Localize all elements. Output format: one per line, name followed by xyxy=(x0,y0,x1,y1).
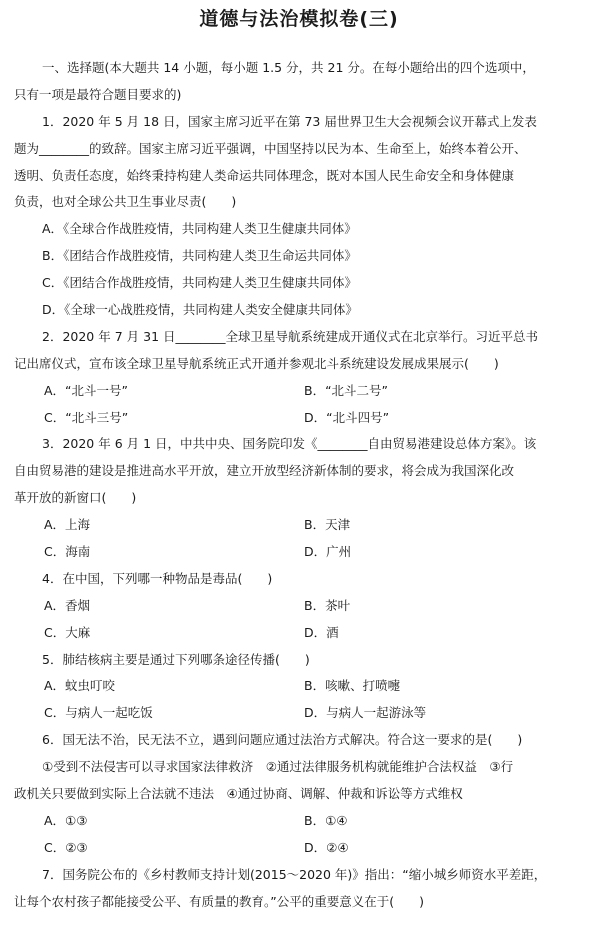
q2-option-d: D．“北斗四号” xyxy=(304,409,390,425)
q1-option-a: A．《全球合作战胜疫情，共同构建人类卫生健康共同体》 xyxy=(42,221,357,237)
q3-option-b: B．天津 xyxy=(304,517,351,533)
q2-option-c: C．“北斗三号” xyxy=(44,409,129,425)
q7-stem-line-1: 7．国务院公布的《乡村教师支持计划(2015～2020 年)》指出：“缩小城乡师资水平差距， xyxy=(42,866,547,882)
q3-options-row-2 xyxy=(14,539,584,566)
q2-options-row-2 xyxy=(14,405,584,432)
q1-stem-line-2: 题为________的致辞。国家主席习近平强调，中国坚持以民为本、生命至上，始终本着公开、 xyxy=(14,140,527,156)
q3-option-c: C．海南 xyxy=(44,544,91,560)
q4-options-row-1 xyxy=(14,593,584,620)
q6-stem-line-1: 6．国无法不治，民无法不立，遇到问题应通过法治方式解决。符合这一要求的是( ) xyxy=(42,732,523,748)
q6-option-d: D．②④ xyxy=(304,839,349,855)
q6-stem-line-2: ①受到不法侵害可以寻求国家法律救济 ②通过法律服务机构就能维护合法权益 ③行 xyxy=(42,759,514,775)
page-title: 道德与法治模拟卷(三) xyxy=(199,8,399,30)
q1-stem-line-4: 负责，也对全球公共卫生事业尽责( ) xyxy=(14,194,237,210)
q3-option-d: D．广州 xyxy=(304,544,352,560)
q5-options-row-1 xyxy=(14,673,584,700)
q4-stem-line-1: 4．在中国，下列哪一种物品是毒品( ) xyxy=(42,570,273,586)
q5-option-a: A．蚊虫叮咬 xyxy=(44,678,116,694)
q6-stem-line-3: 政机关只要做到实际上合法就不违法 ④通过协商、调解、仲裁和诉讼等方式维权 xyxy=(14,786,463,802)
q6-option-b: B．①④ xyxy=(304,812,348,828)
q1-option-b: B．《团结合作战胜疫情，共同构建人类卫生命运共同体》 xyxy=(42,248,357,264)
q6-option-a: A．①③ xyxy=(44,812,88,828)
q4-option-d: D．酒 xyxy=(304,624,339,640)
q3-stem-line-2: 自由贸易港的建设是推进高水平开放，建立开放型经济新体制的要求，将会成为我国深化改 xyxy=(14,463,515,479)
q5-option-b: B．咳嗽、打喷嚏 xyxy=(304,678,401,694)
q7-stem-line-2: 让每个农村孩子都能接受公平、有质量的教育。”公平的重要意义在于( ) xyxy=(14,893,424,909)
q4-option-c: C．大麻 xyxy=(44,624,91,640)
q4-options-row-2 xyxy=(14,620,584,647)
section-heading-line-1: 一、选择题(本大题共 14 小题，每小题 1.5 分，共 21 分。在每小题给出的四个选项中， xyxy=(42,60,535,75)
q5-option-c: C．与病人一起吃饭 xyxy=(44,705,153,721)
q2-options-row-1 xyxy=(14,378,584,405)
q5-stem-line-1: 5．肺结核病主要是通过下列哪条途径传播( ) xyxy=(42,651,310,667)
q2-option-a: A．“北斗一号” xyxy=(44,382,129,398)
q5-option-d: D．与病人一起游泳等 xyxy=(304,705,427,721)
q6-option-c: C．②③ xyxy=(44,839,88,855)
q4-option-b: B．茶叶 xyxy=(304,597,351,613)
q6-options-row-2 xyxy=(14,835,584,862)
q1-option-c: C．《团结合作战胜疫情，共同构建人类卫生健康共同体》 xyxy=(42,275,357,291)
q2-option-b: B．“北斗二号” xyxy=(304,382,389,398)
exam-body xyxy=(14,55,584,916)
q3-stem-line-3: 革开放的新窗口( ) xyxy=(14,490,137,506)
q3-stem-line-1: 3．2020 年 6 月 1 日，中共中央、国务院印发《________自由贸易港建设总体方案》。该 xyxy=(42,436,537,452)
section-heading-line-2: 只有一项是最符合题目要求的) xyxy=(14,86,182,102)
q2-stem-line-1: 2．2020 年 7 月 31 日________全球卫星导航系统建成开通仪式在北京举行。习近平总书 xyxy=(42,328,538,344)
q6-options-row-1 xyxy=(14,808,584,835)
q3-option-a: A．上海 xyxy=(44,517,91,533)
q5-options-row-2 xyxy=(14,700,584,727)
q1-stem-line-1: 1．2020 年 5 月 18 日，国家主席习近平在第 73 届世界卫生大会视频会议开幕式上发表 xyxy=(42,113,537,129)
q1-stem-line-3: 透明、负责任态度，始终秉持构建人类命运共同体理念，既对本国人民生命安全和身体健康 xyxy=(14,167,515,183)
q3-options-row-1 xyxy=(14,512,584,539)
q2-stem-line-2: 记出席仪式，宣布该全球卫星导航系统正式开通并参观北斗系统建设发展成果展示( ) xyxy=(14,355,499,371)
q1-option-d: D．《全球一心战胜疫情，共同构建人类安全健康共同体》 xyxy=(42,302,358,318)
q4-option-a: A．香烟 xyxy=(44,597,91,613)
